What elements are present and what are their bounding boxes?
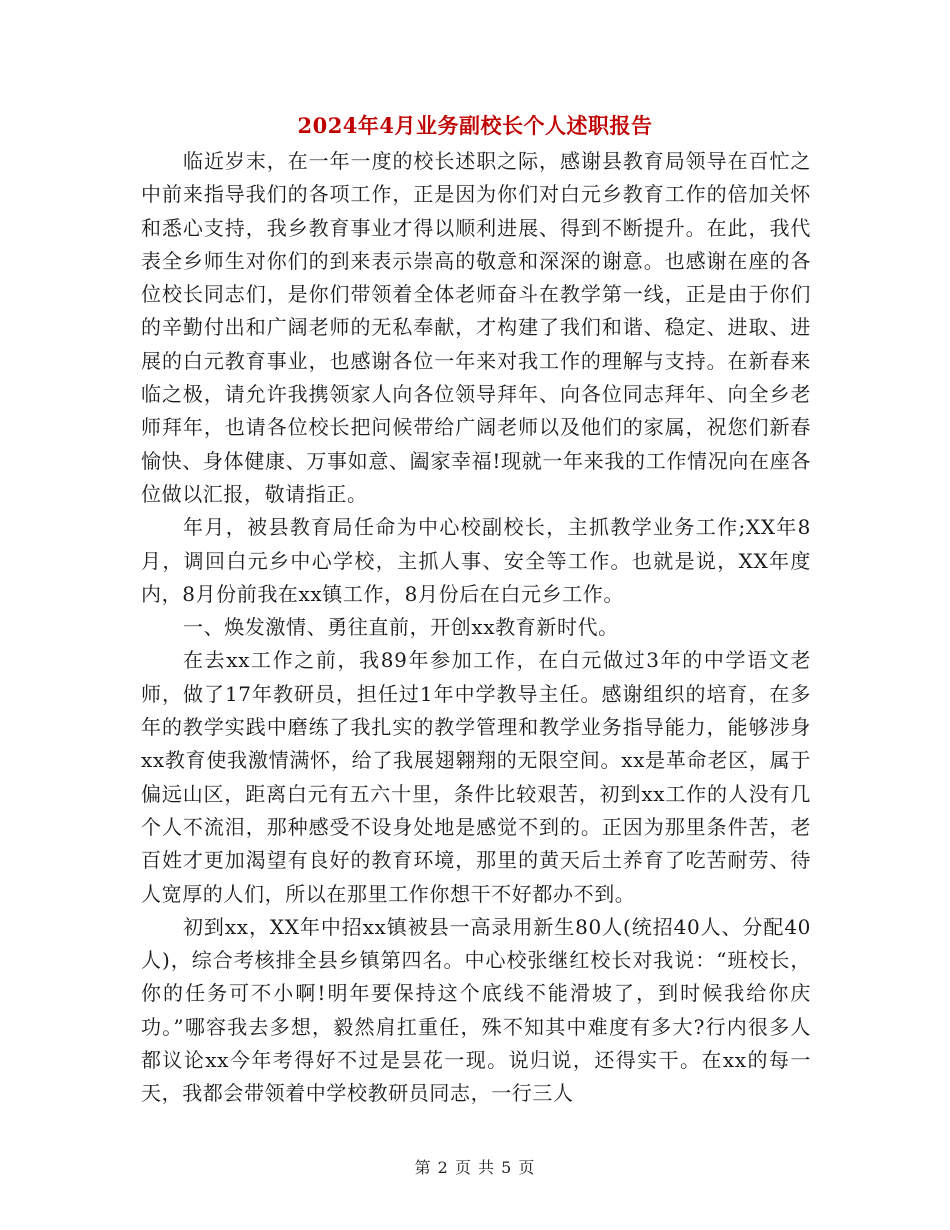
- paragraph-intro: 临近岁末，在一年一度的校长述职之际，感谢县教育局领导在百忙之中前来指导我们的各项工作，正是因为你们对白元乡教育工作的倍加关怀和悉心支持，我乡教育事业才得以顺利进展、得到不断提升。在此，我代表全乡师生对你们的到来表示崇高的敬意和深深的谢意。也感谢在座的各位校长同志们，是你们带领着全体老师奋斗在教学第一线，正是由于你们的辛勤付出和广阔老师的无私奉献，才构建了我们和谐、稳定、进取、进展的白元教育事业，也感谢各位一年来对我工作的理解与支持。在新春来临之极，请允许我携领家人向各位领导拜年、向各位同志拜年、向全乡老师拜年，也请各位校长把问候带给广阔老师以及他们的家属，祝您们新春愉快、身体健康、万事如意、阖家幸福!现就一年来我的工作情况向在座各位做以汇报，敬请指正。: [141, 149, 811, 506]
- paragraph-background: 在去xx工作之前，我89年参加工作，在白元做过3年的中学语文老师，做了17年教研员，担任过1年中学教导主任。感谢组织的培育，在多年的教学实践中磨练了我扎实的教学管理和教学业务指导能力，能够涉身xx教育使我激情满怀，给了我展翅翱翔的无限空间。xx是革命老区，属于偏远山区，距离白元有五六十里，条件比较艰苦，初到xx工作的人没有几个人不流泪，那种感受不设身处地是感觉不到的。正因为那里条件苦，老百姓才更加渴望有良好的教育环境，那里的黄天后土养育了吃苦耐劳、待人宽厚的人们，所以在那里工作你想干不好都办不到。: [141, 648, 811, 906]
- paragraph-appointment: 年月，被县教育局任命为中心校副校长，主抓教学业务工作;XX年8月，调回白元乡中心学校，主抓人事、安全等工作。也就是说，XX年度内，8月份前我在xx镇工作，8月份后在白元乡工作。: [141, 515, 811, 606]
- document-body: [141, 145, 811, 1111]
- paragraph-arrival: 初到xx，XX年中招xx镇被县一高录用新生80人(统招40人、分配40人)，综合考核排全县乡镇第四名。中心校张继红校长对我说：“班校长，你的任务可不小啊!明年要保持这个底线不能滑坡了，到时候我给你庆功。”哪容我去多想，毅然肩扛重任，殊不知其中难度有多大?行内很多人都议论xx今年考得好不过是昙花一现。说归说，还得实干。在xx的每一天，我都会带领着中学校教研员同志，一行三人: [141, 914, 811, 1106]
- section-heading-1: 一、焕发激情、勇往直前，开创xx教育新时代。: [183, 615, 619, 640]
- page-number-footer: 第 2 页 共 5 页: [414, 1158, 536, 1177]
- document-title: 2024年4月业务副校长个人述职报告: [297, 113, 653, 138]
